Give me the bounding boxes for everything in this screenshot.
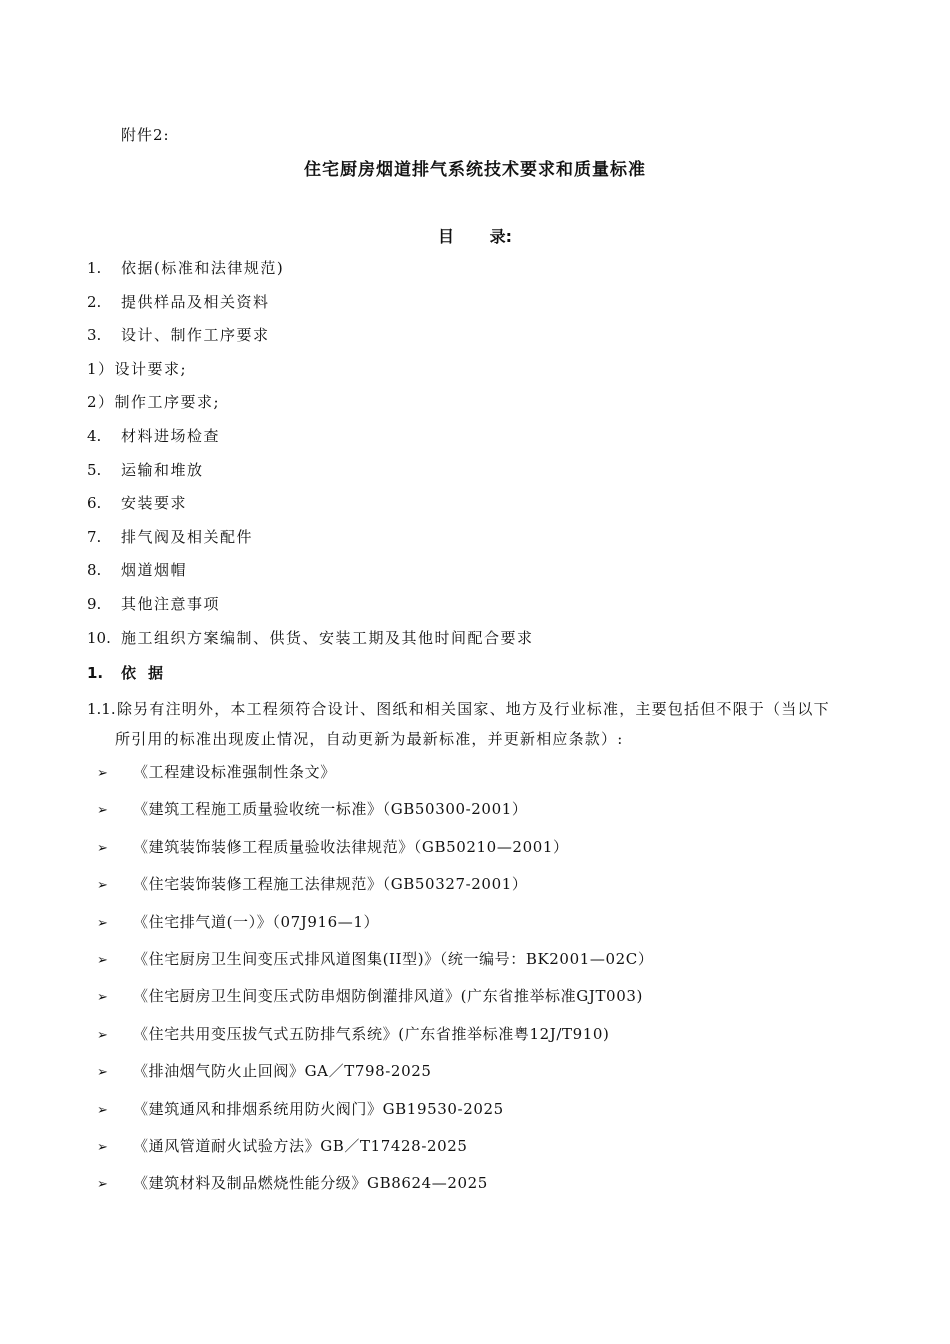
toc-item-label: 1）设计要求;: [87, 359, 188, 378]
toc-item-number: 8.: [87, 561, 102, 580]
section-title: 依据: [121, 664, 176, 682]
reference-item: [97, 1172, 653, 1209]
toc-item-number: 5.: [87, 460, 102, 479]
reference-text: 《通风管道耐火试验方法》GB／T17428-2025: [133, 1136, 468, 1155]
toc-item-number: 4.: [87, 426, 102, 445]
toc-item-label: 材料进场检查: [121, 426, 221, 445]
document-title: 住宅厨房烟道排气系统技术要求和质量标准: [304, 160, 646, 180]
arrow-bullet-icon: ➢: [97, 990, 109, 1006]
toc-item: [87, 560, 534, 594]
toc-item-number: 9.: [87, 594, 102, 613]
clause-text-line-1: 除另有注明外，本工程须符合设计、图纸和相关国家、地方及行业标准，主要包括但不限于（当以下: [117, 700, 830, 718]
toc-item: [87, 359, 534, 393]
toc-item: [87, 392, 534, 426]
arrow-bullet-icon: ➢: [97, 1177, 109, 1193]
toc-item: [87, 292, 534, 326]
toc-item: [87, 527, 534, 561]
reference-text: 《住宅共用变压拔气式五防排气系统》(广东省推举标准粤12J/T910): [133, 1024, 610, 1043]
attachment-label: 附件2:: [121, 126, 170, 144]
toc-item: [87, 460, 534, 494]
reference-text: 《建筑材料及制品燃烧性能分级》GB8624—2025: [133, 1174, 488, 1193]
toc-item-label: 施工组织方案编制、供货、安装工期及其他时间配合要求: [121, 628, 534, 647]
toc-item-label: 运输和堆放: [121, 460, 204, 479]
toc-item: [87, 628, 534, 662]
reference-item: [97, 1098, 653, 1135]
clause-paragraph: [87, 694, 862, 754]
section-heading: [87, 662, 175, 683]
arrow-bullet-icon: ➢: [97, 1139, 109, 1155]
reference-item: [97, 1135, 653, 1172]
reference-text: 《住宅装饰装修工程施工法律规范》（GB50327-2001）: [133, 875, 528, 894]
table-of-contents: [87, 258, 534, 661]
toc-item: [87, 325, 534, 359]
toc-item-label: 提供样品及相关资料: [121, 292, 270, 311]
reference-item: [97, 1060, 653, 1097]
reference-text: 《建筑通风和排烟系统用防火阀门》GB19530-2025: [133, 1099, 504, 1118]
clause-number: 1.1.: [87, 700, 116, 718]
reference-text: 《建筑装饰装修工程质量验收法律规范》（GB50210—2001）: [133, 837, 569, 856]
toc-item: [87, 493, 534, 527]
toc-item: [87, 426, 534, 460]
arrow-bullet-icon: ➢: [97, 1065, 109, 1081]
reference-item: [97, 911, 653, 948]
toc-item-label: 烟道烟帽: [121, 561, 188, 580]
arrow-bullet-icon: ➢: [97, 766, 109, 781]
reference-item: [97, 1023, 653, 1060]
arrow-bullet-icon: ➢: [97, 915, 109, 931]
reference-text: 《建筑工程施工质量验收统一标准》（GB50300-2001）: [133, 800, 528, 819]
toc-heading: 目 录:: [438, 227, 512, 246]
reference-standards-list: [97, 761, 653, 1210]
reference-item: [97, 836, 653, 873]
toc-item-label: 安装要求: [121, 494, 188, 513]
toc-item: [87, 258, 534, 292]
reference-item: [97, 798, 653, 835]
toc-item-number: 10.: [87, 628, 111, 647]
arrow-bullet-icon: ➢: [97, 1027, 109, 1043]
arrow-bullet-icon: ➢: [97, 1102, 109, 1118]
toc-item-number: 3.: [87, 326, 102, 345]
arrow-bullet-icon: ➢: [97, 840, 109, 856]
toc-item-label: 其他注意事项: [121, 594, 221, 613]
toc-item: [87, 594, 534, 628]
toc-item-label: 依据(标准和法律规范): [121, 259, 285, 277]
reference-text: 《住宅排气道(一）》（07J916—1）: [133, 912, 380, 931]
reference-text: 《排油烟气防火止回阀》GA／T798-2025: [133, 1062, 432, 1081]
reference-text: 《工程建设标准强制性条文》: [133, 763, 336, 781]
reference-item: [97, 873, 653, 910]
section-number: 1.: [87, 664, 104, 682]
arrow-bullet-icon: ➢: [97, 878, 109, 894]
clause-text-line-2: 所引用的标准出现废止情况，自动更新为最新标准，并更新相应条款）:: [115, 730, 624, 748]
toc-item-label: 设计、制作工序要求: [121, 326, 270, 345]
toc-item-number: 1.: [87, 259, 102, 277]
toc-item-number: 7.: [87, 527, 102, 546]
arrow-bullet-icon: ➢: [97, 803, 109, 819]
reference-item: [97, 948, 653, 985]
reference-item: [97, 985, 653, 1022]
toc-item-label: 2）制作工序要求;: [87, 393, 221, 412]
toc-item-number: 2.: [87, 292, 102, 311]
reference-text: 《住宅厨房卫生间变压式排风道图集(II型)》（统一编号：BK2001—02C）: [133, 949, 654, 968]
reference-text: 《住宅厨房卫生间变压式防串烟防倒灌排风道》(广东省推举标准GJT003): [133, 987, 643, 1006]
toc-item-number: 6.: [87, 494, 102, 513]
reference-item: [97, 761, 653, 798]
arrow-bullet-icon: ➢: [97, 952, 109, 968]
toc-item-label: 排气阀及相关配件: [121, 527, 254, 546]
